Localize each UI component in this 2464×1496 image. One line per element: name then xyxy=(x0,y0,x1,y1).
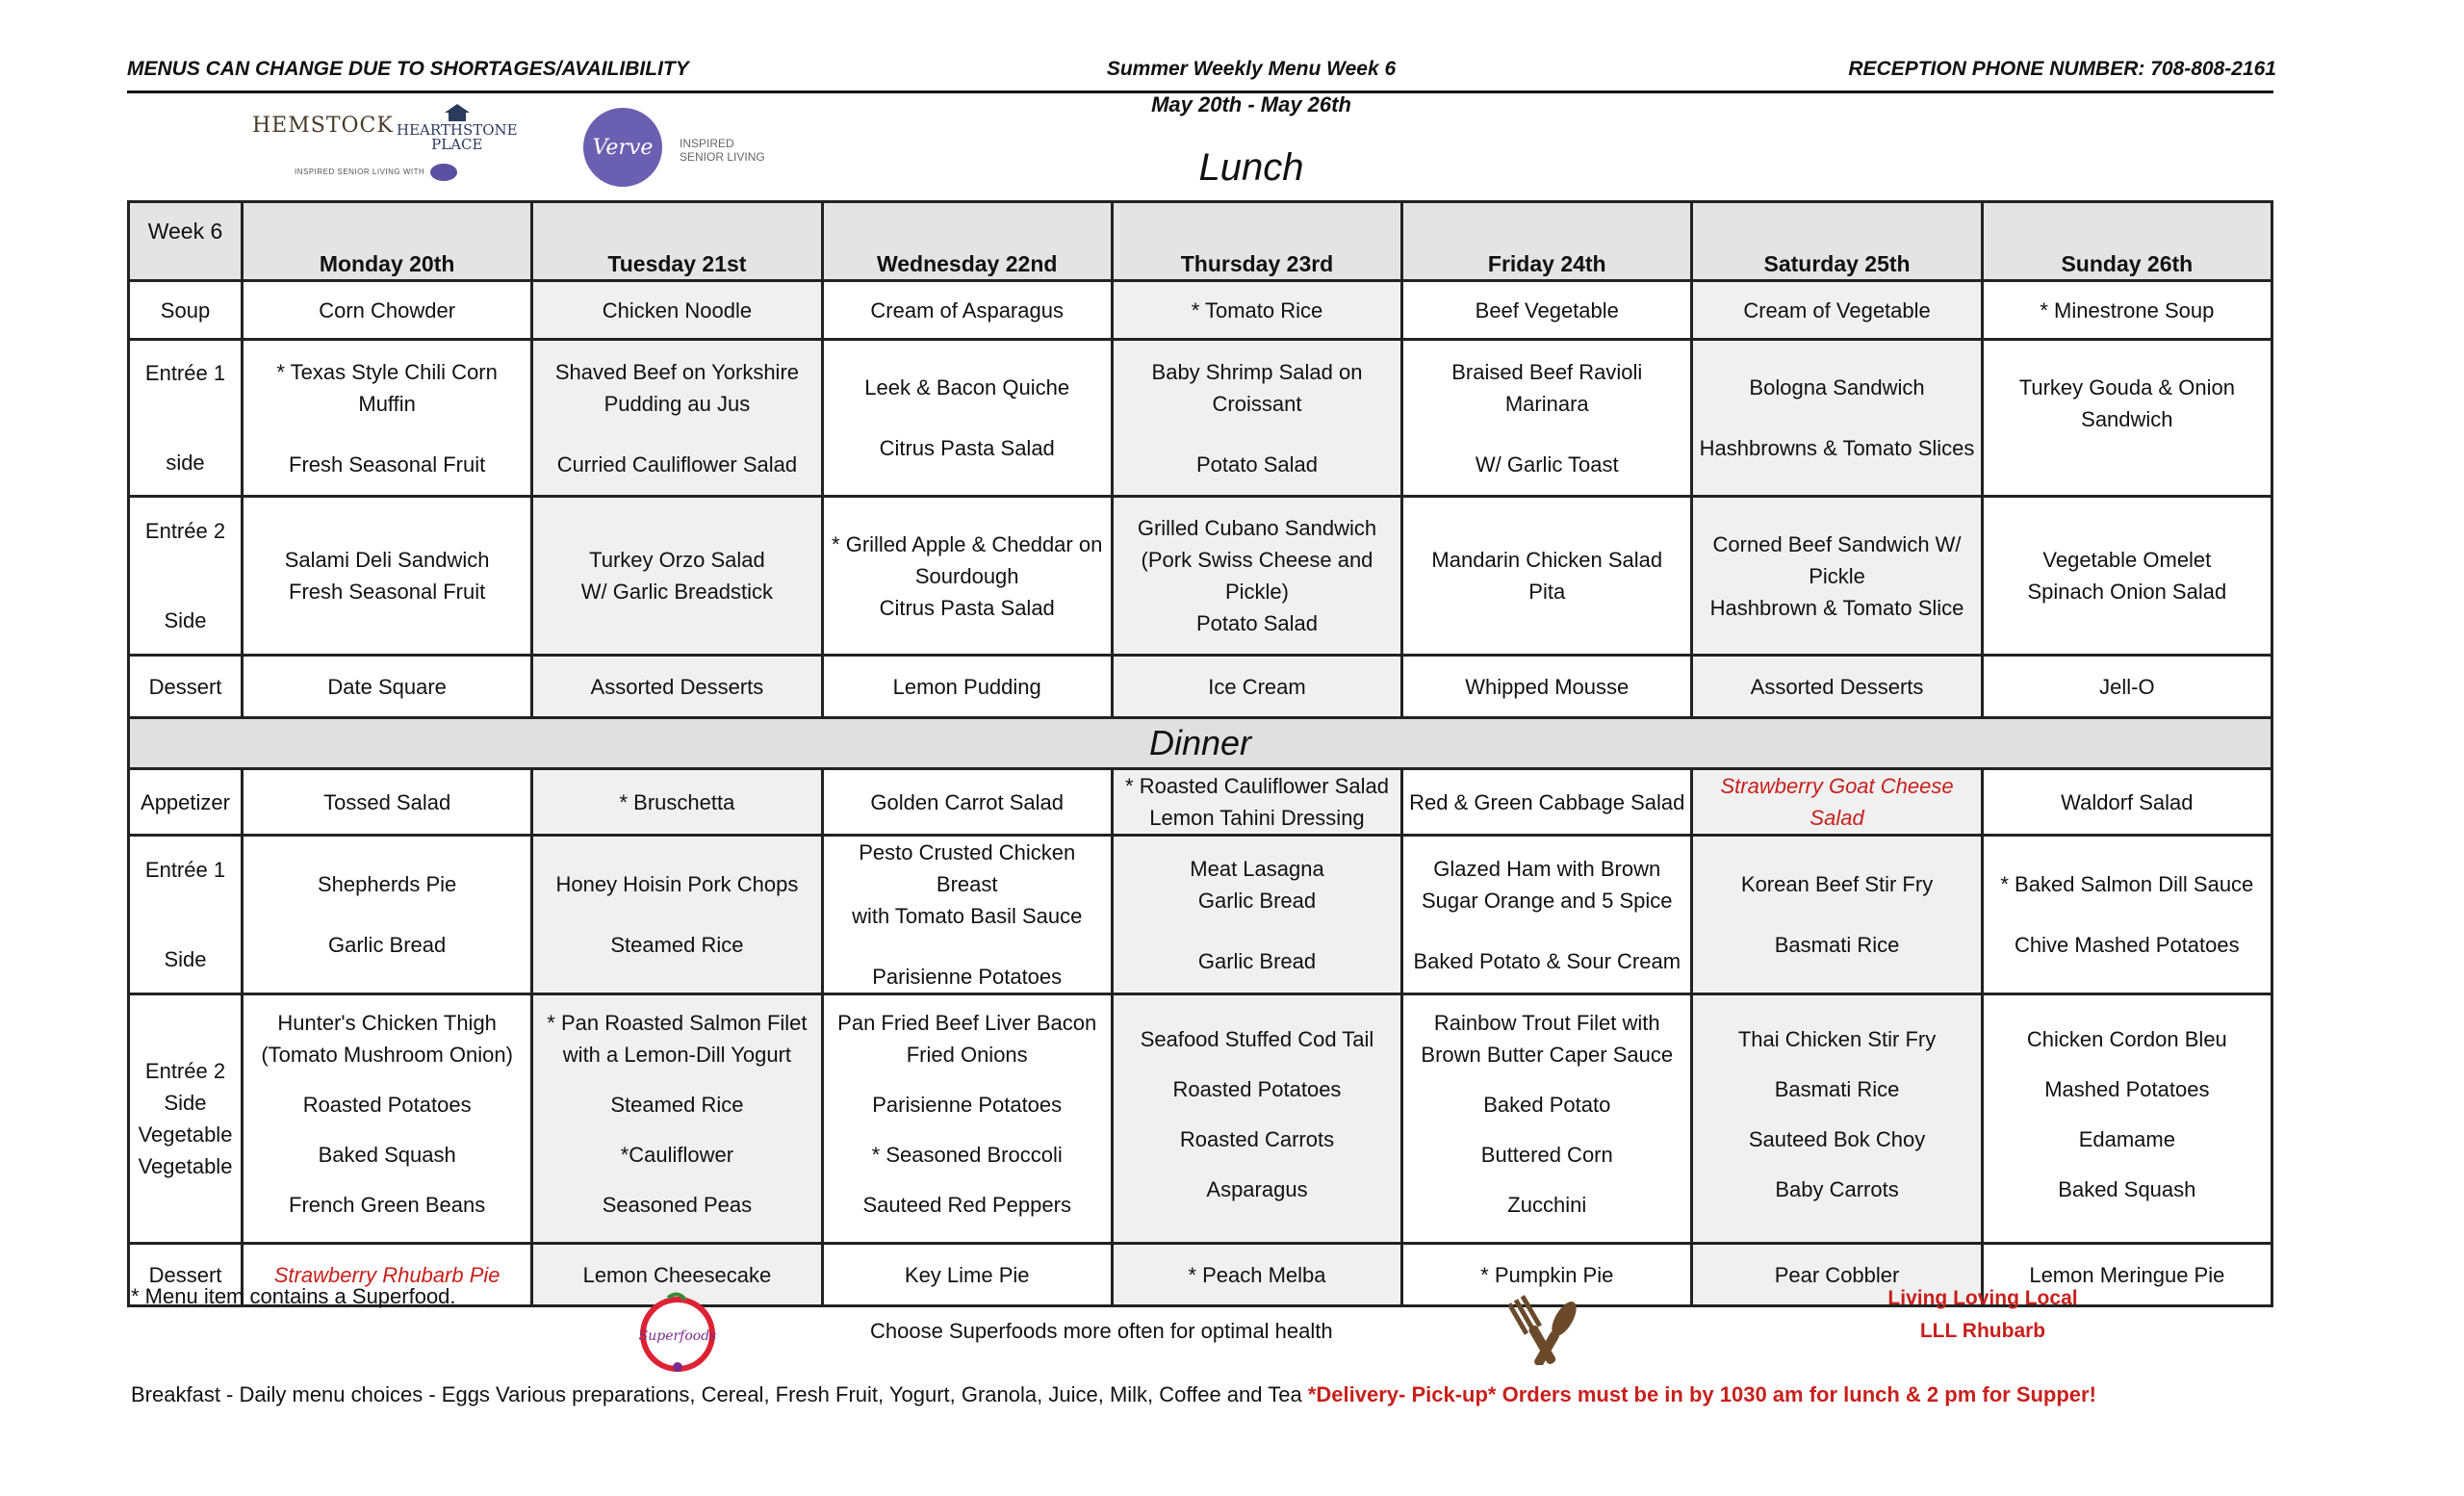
logo-tagline: INSPIRED SENIOR LIVING WITH xyxy=(295,164,457,181)
dinner-entree2-cell: Chicken Cordon Bleu Mashed Potatoes Edamame Baked Squash xyxy=(1982,994,2272,1244)
lunch-soup-cell: Beef Vegetable xyxy=(1402,281,1692,340)
dinner-appetizer-cell: Red & Green Cabbage Salad xyxy=(1402,769,1692,836)
lunch-dessert-row xyxy=(129,656,2272,718)
breakfast-info: Breakfast - Daily menu choices - Eggs Various preparations, Cereal, Fresh Fruit, Yogurt, Granola, Juice, Milk, Coffee and Tea *Delivery- Pick-up* Orders must be in by 1030 am for lunch & 2 pm for Supper! xyxy=(131,1382,2096,1406)
dinner-entree2-cell: Rainbow Trout Filet with Brown Butter Caper Sauce Baked Potato Buttered Corn Zucchini xyxy=(1402,994,1692,1244)
delivery-notice: *Delivery- Pick-up* Orders must be in by 1030 am for lunch & 2 pm for Supper! xyxy=(1307,1382,2096,1406)
lunch-entree1-cell: Shaved Beef on Yorkshire Pudding au Jus Curried Cauliflower Salad xyxy=(532,340,822,497)
day-header: Thursday 23rd xyxy=(1112,202,1401,281)
reception-phone: RECEPTION PHONE NUMBER: 708-808-2161 xyxy=(1848,58,2276,80)
menu-title: Summer Weekly Menu Week 6 xyxy=(1106,58,1397,80)
dinner-entree2-cell: Pan Fried Beef Liver Bacon Fried Onions Parisienne Potatoes * Seasoned Broccoli Sauteed Red Peppers xyxy=(822,994,1112,1244)
day-header: Tuesday 21st xyxy=(532,202,822,281)
lunch-dessert-cell: Jell-O xyxy=(1982,656,2272,718)
svg-text:Superfoods: Superfoods xyxy=(638,1328,717,1344)
lunch-dessert-label: Dessert xyxy=(129,656,243,718)
dinner-entree2-label: Entrée 2 Side Vegetable Vegetable xyxy=(129,994,243,1244)
lunch-soup-cell: Cream of Vegetable xyxy=(1692,281,1982,340)
dinner-entree2-cell: * Pan Roasted Salmon Filet with a Lemon-Dill Yogurt Steamed Rice *Cauliflower Seasoned Peas xyxy=(532,994,822,1244)
dinner-dessert-label: Dessert xyxy=(129,1244,243,1306)
lunch-soup-cell: * Minestrone Soup xyxy=(1982,281,2272,340)
lunch-entree1-cell: Baby Shrimp Salad on Croissant Potato Salad xyxy=(1112,340,1401,497)
weekly-menu-table xyxy=(127,200,2273,1307)
dinner-title: Dinner xyxy=(129,718,2272,769)
lunch-title: Lunch xyxy=(1198,146,1304,189)
day-header: Monday 20th xyxy=(243,202,532,281)
dinner-appetizer-row xyxy=(129,769,2272,836)
dinner-entree1-row xyxy=(129,836,2272,994)
dinner-dessert-cell: * Peach Melba xyxy=(1112,1244,1401,1306)
lunch-dessert-cell: Assorted Desserts xyxy=(1692,656,1982,718)
dinner-dessert-cell: * Pumpkin Pie xyxy=(1402,1244,1692,1306)
lunch-dessert-cell: Assorted Desserts xyxy=(532,656,822,718)
dinner-entree2-cell: Hunter's Chicken Thigh (Tomato Mushroom Onion) Roasted Potatoes Baked Squash French Green Beans xyxy=(243,994,532,1244)
lunch-entree1-row xyxy=(129,340,2272,497)
lunch-entree2-cell: Corned Beef Sandwich W/ Pickle Hashbrown & Tomato Slice xyxy=(1692,497,1982,656)
lunch-soup-cell: Corn Chowder xyxy=(243,281,532,340)
disclaimer-header: MENUS CAN CHANGE DUE TO SHORTAGES/AVAILIBILITY xyxy=(127,58,689,80)
hemstock-logo: HEMSTOCK xyxy=(252,114,394,138)
week-label: Week 6 xyxy=(129,202,243,281)
living-loving-local: Living Loving Local LLL Rhubarb xyxy=(1887,1287,2078,1342)
lunch-entree1-label: Entrée 1 side xyxy=(129,340,243,497)
lunch-soup-row xyxy=(129,281,2272,340)
lunch-soup-cell: * Tomato Rice xyxy=(1112,281,1401,340)
verve-subtitle: INSPIRED SENIOR LIVING xyxy=(680,137,765,164)
day-header: Friday 24th xyxy=(1402,202,1692,281)
dinner-entree1-cell: Glazed Ham with Brown Sugar Orange and 5 Spice Baked Potato & Sour Cream xyxy=(1402,836,1692,994)
dinner-title-row xyxy=(129,718,2272,769)
lunch-dessert-cell: Lemon Pudding xyxy=(822,656,1112,718)
hearthstone-logo: HEARTHSTONE PLACE xyxy=(397,104,518,152)
superfoods-slogan: Choose Superfoods more often for optimal health xyxy=(870,1319,1333,1343)
lunch-entree2-label: Entrée 2 Side xyxy=(129,497,243,656)
date-range: May 20th - May 26th xyxy=(1151,92,1351,116)
lunch-entree1-cell: Leek & Bacon Quiche Citrus Pasta Salad xyxy=(822,340,1112,497)
dinner-appetizer-cell: Strawberry Goat Cheese Salad xyxy=(1692,769,1982,836)
dinner-entree1-cell: Pesto Crusted Chicken Breast with Tomato Basil Sauce Parisienne Potatoes xyxy=(822,836,1112,994)
dinner-dessert-cell: Strawberry Rhubarb Pie xyxy=(243,1244,532,1306)
day-header: Sunday 26th xyxy=(1982,202,2272,281)
superfoods-logo-icon xyxy=(635,1290,720,1375)
lunch-entree2-cell: Vegetable Omelet Spinach Onion Salad xyxy=(1982,497,2272,656)
lunch-soup-cell: Cream of Asparagus xyxy=(822,281,1112,340)
lunch-entree2-row xyxy=(129,497,2272,656)
lunch-soup-cell: Chicken Noodle xyxy=(532,281,822,340)
dinner-dessert-cell: Lemon Cheesecake xyxy=(532,1244,822,1306)
lunch-entree1-cell: Bologna Sandwich Hashbrowns & Tomato Slices xyxy=(1692,340,1982,497)
lunch-entree1-cell: Braised Beef Ravioli Marinara W/ Garlic Toast xyxy=(1402,340,1692,497)
dinner-appetizer-cell: Waldorf Salad xyxy=(1982,769,2272,836)
dinner-entree1-label: Entrée 1 Side xyxy=(129,836,243,994)
dinner-entree1-cell: Shepherds Pie Garlic Bread xyxy=(243,836,532,994)
lunch-dessert-cell: Date Square xyxy=(243,656,532,718)
lunch-entree2-cell: Turkey Orzo Salad W/ Garlic Breadstick xyxy=(532,497,822,656)
dinner-entree1-cell: Meat Lasagna Garlic Bread Garlic Bread xyxy=(1112,836,1401,994)
day-header: Saturday 25th xyxy=(1692,202,1982,281)
lunch-entree2-cell: Mandarin Chicken Salad Pita xyxy=(1402,497,1692,656)
dinner-dessert-cell: Pear Cobbler xyxy=(1692,1244,1982,1306)
dinner-dessert-cell: Key Lime Pie xyxy=(822,1244,1112,1306)
superfood-note: * Menu item contains a Superfood. xyxy=(131,1284,456,1308)
lunch-entree1-cell: * Texas Style Chili Corn Muffin Fresh Seasonal Fruit xyxy=(243,340,532,497)
house-icon xyxy=(445,104,470,121)
dinner-appetizer-label: Appetizer xyxy=(129,769,243,836)
dinner-entree1-cell: Honey Hoisin Pork Chops Steamed Rice xyxy=(532,836,822,994)
lunch-dessert-cell: Ice Cream xyxy=(1112,656,1401,718)
dinner-entree2-row xyxy=(129,994,2272,1244)
verve-logo: Verve xyxy=(583,108,662,187)
dinner-appetizer-cell: * Bruschetta xyxy=(532,769,822,836)
dinner-entree2-cell: Seafood Stuffed Cod Tail Roasted Potatoes Roasted Carrots Asparagus xyxy=(1112,994,1401,1244)
lunch-entree1-cell: Turkey Gouda & Onion Sandwich xyxy=(1982,340,2272,497)
dinner-entree2-cell: Thai Chicken Stir Fry Basmati Rice Sauteed Bok Choy Baby Carrots xyxy=(1692,994,1982,1244)
lunch-dessert-cell: Whipped Mousse xyxy=(1402,656,1692,718)
dinner-appetizer-cell: Golden Carrot Salad xyxy=(822,769,1112,836)
dinner-dessert-cell: Lemon Meringue Pie xyxy=(1982,1244,2272,1306)
dinner-appetizer-cell: Tossed Salad xyxy=(243,769,532,836)
dinner-appetizer-cell: * Roasted Cauliflower Salad Lemon Tahini Dressing xyxy=(1112,769,1401,836)
lunch-entree2-cell: Grilled Cubano Sandwich (Pork Swiss Cheese and Pickle) Potato Salad xyxy=(1112,497,1401,656)
dinner-entree1-cell: Korean Beef Stir Fry Basmati Rice xyxy=(1692,836,1982,994)
day-header: Wednesday 22nd xyxy=(822,202,1112,281)
lunch-entree2-cell: * Grilled Apple & Cheddar on Sourdough Citrus Pasta Salad xyxy=(822,497,1112,656)
fork-knife-icon xyxy=(1509,1288,1577,1365)
lunch-entree2-cell: Salami Deli Sandwich Fresh Seasonal Fruit xyxy=(243,497,532,656)
dinner-entree1-cell: * Baked Salmon Dill Sauce Chive Mashed Potatoes xyxy=(1982,836,2272,994)
lunch-soup-label: Soup xyxy=(129,281,243,340)
day-header-row xyxy=(129,202,2272,281)
